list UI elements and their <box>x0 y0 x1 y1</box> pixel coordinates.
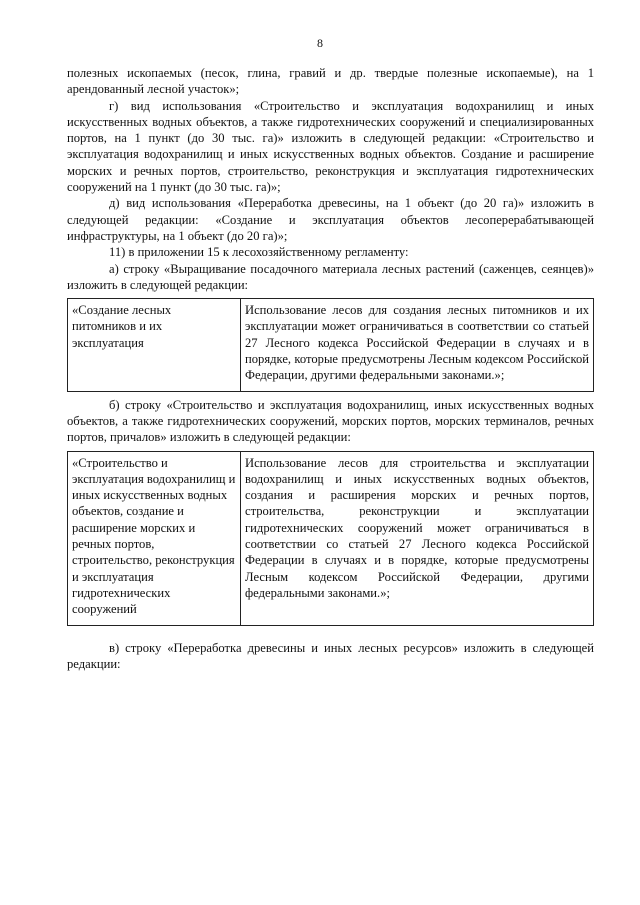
page-number: 8 <box>317 36 323 50</box>
paragraph-item-11: 11) в приложении 15 к лесохозяйственному регламенту: <box>109 245 409 260</box>
paragraph-item-g: г) вид использования «Строительство и эксплуатация водохранилищ и иных искусственных водных объектов, а также гидротехнических сооружений и специализированных портов, на 1 пункт (до 30 тыс. га)» изложить в следующей редакции: «Строительство и эксплуатация водохранилищ и иных искусственных водных объектов. Создание и расширение морских и речных портов, строительство, реконструкция и эксплуатация гидротехнических сооружений на 1 пункт (до 30 тыс. га)»; <box>67 98 594 195</box>
table-cell-restriction: Использование лесов для строительства и эксплуатации водохранилищ и иных искусственных водных объектов, создания и расширения морских и речных портов, строительства, реконструкции и эксплуатации гидротехнических сооружений может ограничиваться в соответствии со статьей 27 Лесного кодекса Российской Федерации в случаях и в порядке, которые предусмотрены Лесным кодексом Российской Федерации, другими федеральными законами.»; <box>241 451 594 625</box>
table-row <box>68 451 594 625</box>
table-row <box>68 299 594 391</box>
table-cell-restriction: Использование лесов для создания лесных питомников и их эксплуатации может ограничиваться в соответствии со статьей 27 Лесного кодекса Российской Федерации в случаях и в порядке, которые предусмотрены Лесным кодексом Российской Федерации, другими федеральными законами.»; <box>241 299 594 391</box>
table-nurseries <box>67 298 594 391</box>
table-cell-activity: «Создание лесных питомников и их эксплуатация <box>68 299 241 391</box>
paragraph-item-a: а) строку «Выращивание посадочного материала лесных растений (саженцев, сеянцев)» изложить в следующей редакции: <box>67 261 594 292</box>
table-reservoirs <box>67 451 594 626</box>
paragraph-item-b: б) строку «Строительство и эксплуатация водохранилищ, иных искусственных водных объектов, а также гидротехнических сооружений, морских портов, морских терминалов, речных портов, причалов» изложить в следующей редакции: <box>67 397 594 445</box>
paragraph-item-d: д) вид использования «Переработка древесины, на 1 объект (до 20 га)» изложить в следующей редакции: «Создание и эксплуатация объектов лесоперерабатывающей инфраструктуры, на 1 объект (до 20 га)»; <box>67 196 594 243</box>
paragraph-continuation: полезных ископаемых (песок, глина, гравий и др. твердые полезные ископаемые), на 1 арендованный лесной участок»; <box>67 66 594 97</box>
table-cell-activity: «Строительство и эксплуатация водохранилищ и иных искусственных водных объектов, создание и расширение морских и речных портов, строительство, реконструкция и эксплуатация гидротехнических сооружений <box>68 451 241 625</box>
paragraph-item-v: в) строку «Переработка древесины и иных лесных ресурсов» изложить в следующей редакции: <box>67 640 594 671</box>
document-body <box>67 65 594 672</box>
